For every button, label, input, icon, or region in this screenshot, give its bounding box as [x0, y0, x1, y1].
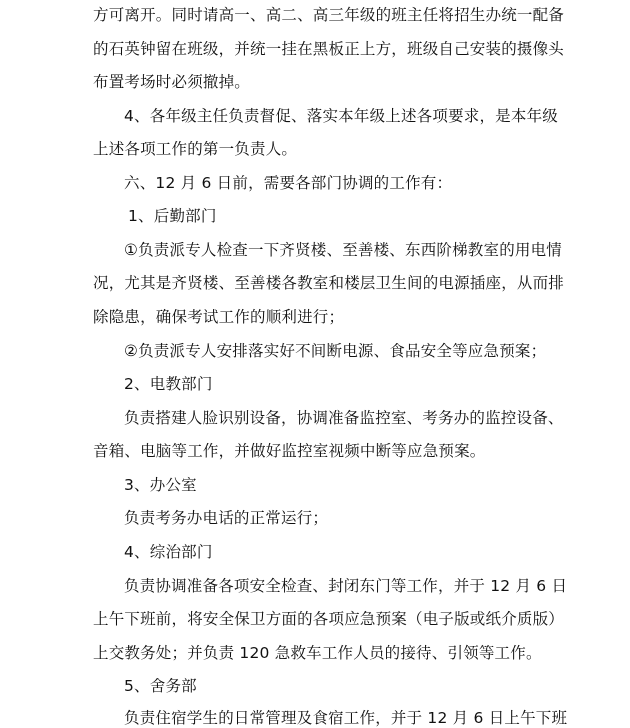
text-line: 负责协调准备各项安全检查、封闭东门等工作，并于 12 月 6 日	[124, 577, 568, 595]
text-line: 上述各项工作的第一负责人。	[93, 140, 298, 158]
text-line: ②负责派专人安排落实好不间断电源、食品安全等应急预案；	[124, 342, 547, 360]
text-line: 负责考务办电话的正常运行；	[124, 509, 329, 527]
item-heading: 2、电教部门	[124, 375, 213, 393]
text-line: ①负责派专人检查一下齐贤楼、至善楼、东西阶梯教室的用电情	[124, 241, 562, 259]
text-line: 的石英钟留在班级，并统一挂在黑板正上方，班级自己安装的摄像头	[93, 40, 565, 58]
item-heading: 3、办公室	[124, 476, 197, 494]
item-heading: 4、综治部门	[124, 543, 213, 561]
text-line: 除隐患，确保考试工作的顺利进行；	[93, 308, 345, 326]
text-line: 负责搭建人脸识别设备，协调准备监控室、考务办的监控设备、	[124, 409, 564, 427]
text-line: 音箱、电脑等工作，并做好监控室视频中断等应急预案。	[93, 442, 486, 460]
section-heading: 六、12 月 6 日前，需要各部门协调的工作有：	[124, 174, 453, 192]
text-line: 上午下班前，将安全保卫方面的各项应急预案（电子版或纸介质版）	[93, 610, 565, 628]
text-line: 上交教务处；并负责 120 急救车工作人员的接待、引领等工作。	[93, 644, 542, 662]
text-line: 布置考场时必须撤掉。	[93, 73, 251, 91]
item-heading: 5、舍务部	[124, 677, 197, 695]
text-line: 4、各年级主任负责督促、落实本年级上述各项要求，是本年级	[124, 107, 558, 125]
text-line: 方可离开。同时请高一、高二、高三年级的班主任将招生办统一配备	[93, 6, 565, 24]
text-line: 负责住宿学生的日常管理及食宿工作，并于 12 月 6 日上午下班	[124, 709, 568, 727]
item-heading: 1、后勤部门	[128, 207, 217, 225]
text-line: 况，尤其是齐贤楼、至善楼各教室和楼层卫生间的电源插座，从而排	[93, 274, 565, 292]
